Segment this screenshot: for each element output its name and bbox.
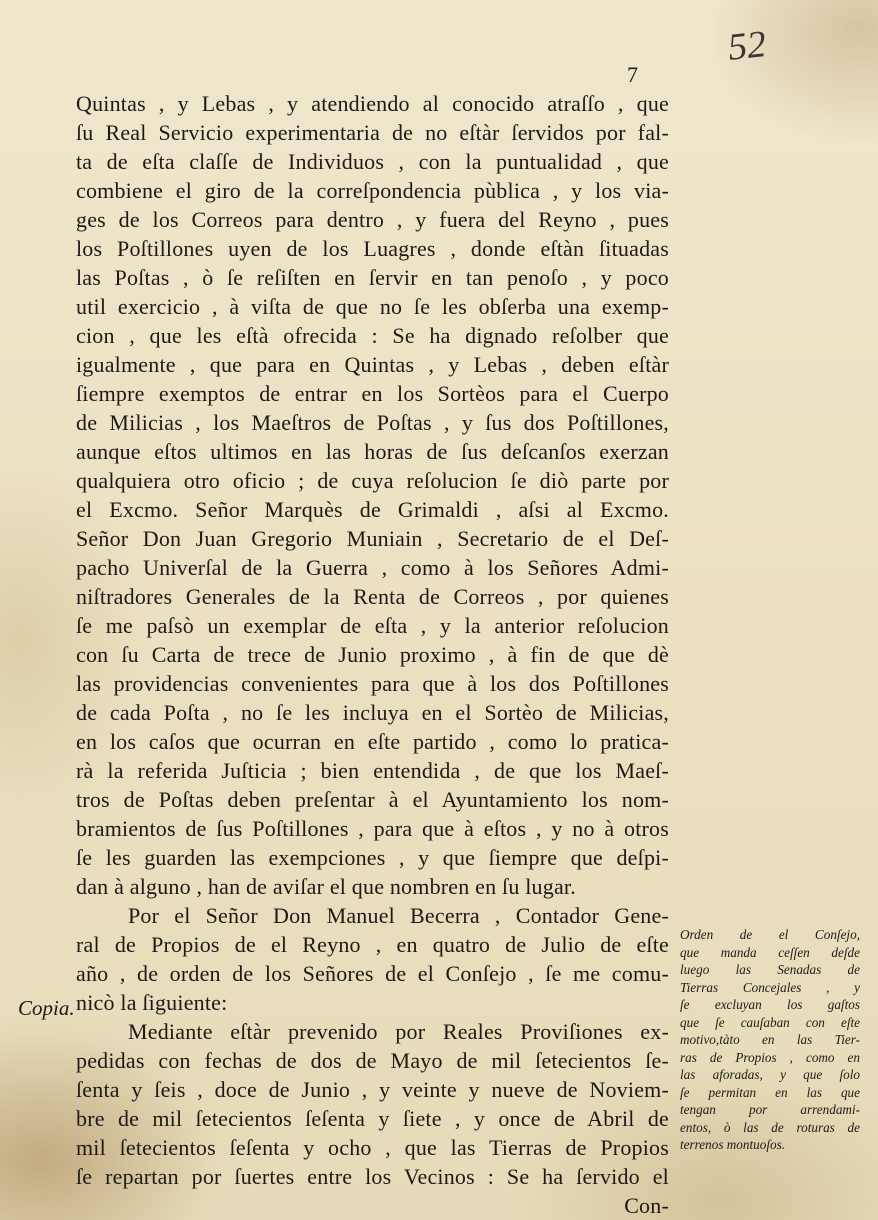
body-line: de Milicias , los Maeſtros de Poſtas , y ſus dos Poſtillones, xyxy=(76,410,669,435)
note-line: Tierras Concejales , y xyxy=(680,979,860,995)
note-line: ſe permitan en las que xyxy=(680,1084,860,1100)
body-line: igualmente , que para en Quintas , y Lebas , deben eſtàr xyxy=(76,352,669,377)
body-line: ral de Propios de el Reyno , en quatro de Julio de eſte xyxy=(76,932,669,957)
body-line: ſu Real Servicio experimentaria de no eſtàr ſervidos por fal- xyxy=(76,120,669,145)
margin-label-copia: Copia. xyxy=(18,996,75,1020)
body-line: ſe me paſsò un exemplar de eſta , y la anterior reſolucion xyxy=(76,613,669,638)
body-line: en los caſos que ocurran en eſte partido , como lo pratica- xyxy=(76,729,669,754)
body-line: qualquiera otro oficio ; de cuya reſolucion ſe diò parte por xyxy=(76,468,669,493)
body-line: pedidas con fechas de dos de Mayo de mil ſetecientos ſe- xyxy=(76,1048,669,1073)
note-line: ſe excluyan los gaſtos xyxy=(680,997,860,1012)
note-line: terrenos montuoſos. xyxy=(680,1137,786,1152)
note-line: entos, ò las de roturas de xyxy=(680,1119,860,1135)
body-line: el Excmo. Señor Marquès de Grimaldi , aſsi al Excmo. xyxy=(76,497,669,522)
note-line: motivo,tàto en las Tier- xyxy=(680,1032,860,1047)
catchword: Con- xyxy=(624,1193,669,1218)
body-line: dan à alguno , han de aviſar el que nombren en ſu lugar. xyxy=(76,874,576,899)
body-line: cion , que les eſtà ofrecida : Se ha dignado reſolber que xyxy=(76,323,669,348)
body-line: combiene el giro de la correſpondencia pùblica , y los via- xyxy=(76,178,669,203)
note-line: ras de Propios , como en xyxy=(680,1049,860,1065)
body-line: ſe repartan por ſuertes entre los Vecinos : Se ha ſervido el xyxy=(76,1164,669,1189)
folio-number: 52 xyxy=(725,23,769,69)
body-line: niſtradores Generales de la Renta de Correos , por quienes xyxy=(76,584,669,609)
body-line: Señor Don Juan Gregorio Muniain , Secretario de el Deſ- xyxy=(76,526,669,551)
page-number: 7 xyxy=(627,62,638,87)
body-line: ſenta y ſeis , doce de Junio , y veinte y nueve de Noviem- xyxy=(76,1077,669,1102)
body-line: ges de los Correos para dentro , y fuera del Reyno , pues xyxy=(76,207,669,232)
body-line: las Poſtas , ò ſe reſiſten en ſervir en tan penoſo , y poco xyxy=(76,265,669,290)
body-line: rà la referida Juſticia ; bien entendida , de que los Maeſ- xyxy=(76,758,669,783)
body-line: mil ſetecientos ſeſenta y ocho , que las Tierras de Propios xyxy=(76,1135,669,1160)
body-line: con ſu Carta de trece de Junio proximo , à fin de que dè xyxy=(76,642,669,667)
body-line: aunque eſtos ultimos en las horas de ſus deſcanſos exerzan xyxy=(76,439,669,464)
note-line: tengan por arrendami- xyxy=(680,1102,860,1117)
body-line: bre de mil ſetecientos ſeſenta y ſiete , y once de Abril de xyxy=(76,1106,669,1131)
note-line: luego las Senadas de xyxy=(680,962,860,977)
body-line: año , de orden de los Señores de el Conſejo , ſe me comu- xyxy=(76,961,669,986)
body-line: util exercicio , à viſta de que no ſe les obſerba una exemp- xyxy=(76,294,669,319)
body-line: Por el Señor Don Manuel Becerra , Contador Gene- xyxy=(128,903,669,928)
body-line: ta de eſta claſſe de Individuos , con la puntualidad , que xyxy=(76,149,669,174)
marginal-note xyxy=(680,926,860,1154)
body-line: de cada Poſta , no ſe les incluya en el Sortèo de Milicias, xyxy=(76,700,669,725)
note-line: que manda ceſſen deſde xyxy=(680,944,860,960)
body-line: los Poſtillones uyen de los Luagres , donde eſtàn ſituadas xyxy=(76,236,669,261)
body-line: Quintas , y Lebas , y atendiendo al conocido atraſſo , que xyxy=(76,91,669,116)
body-line: pacho Univerſal de la Guerra , como à los Señores Admi- xyxy=(76,555,669,580)
body-line: ſe les guarden las exempciones , y que ſiempre que deſpi- xyxy=(76,845,669,870)
note-line: que ſe cauſaban con eſte xyxy=(680,1014,860,1030)
body-line: las providencias convenientes para que à los dos Poſtillones xyxy=(76,671,669,696)
body-line: Mediante eſtàr prevenido por Reales Proviſiones ex- xyxy=(128,1019,669,1044)
body-line: tros de Poſtas deben preſentar à el Ayuntamiento los nom- xyxy=(76,787,669,812)
note-line: Orden de el Conſejo, xyxy=(680,927,860,942)
body-line: ſiempre exemptos de entrar en los Sortèos para el Cuerpo xyxy=(76,381,669,406)
body-line: nicò la ſiguiente: xyxy=(76,990,228,1015)
note-line: las aforadas, y que ſolo xyxy=(680,1067,860,1082)
body-line: bramientos de ſus Poſtillones , para que à eſtos , y no à otros xyxy=(76,816,669,841)
